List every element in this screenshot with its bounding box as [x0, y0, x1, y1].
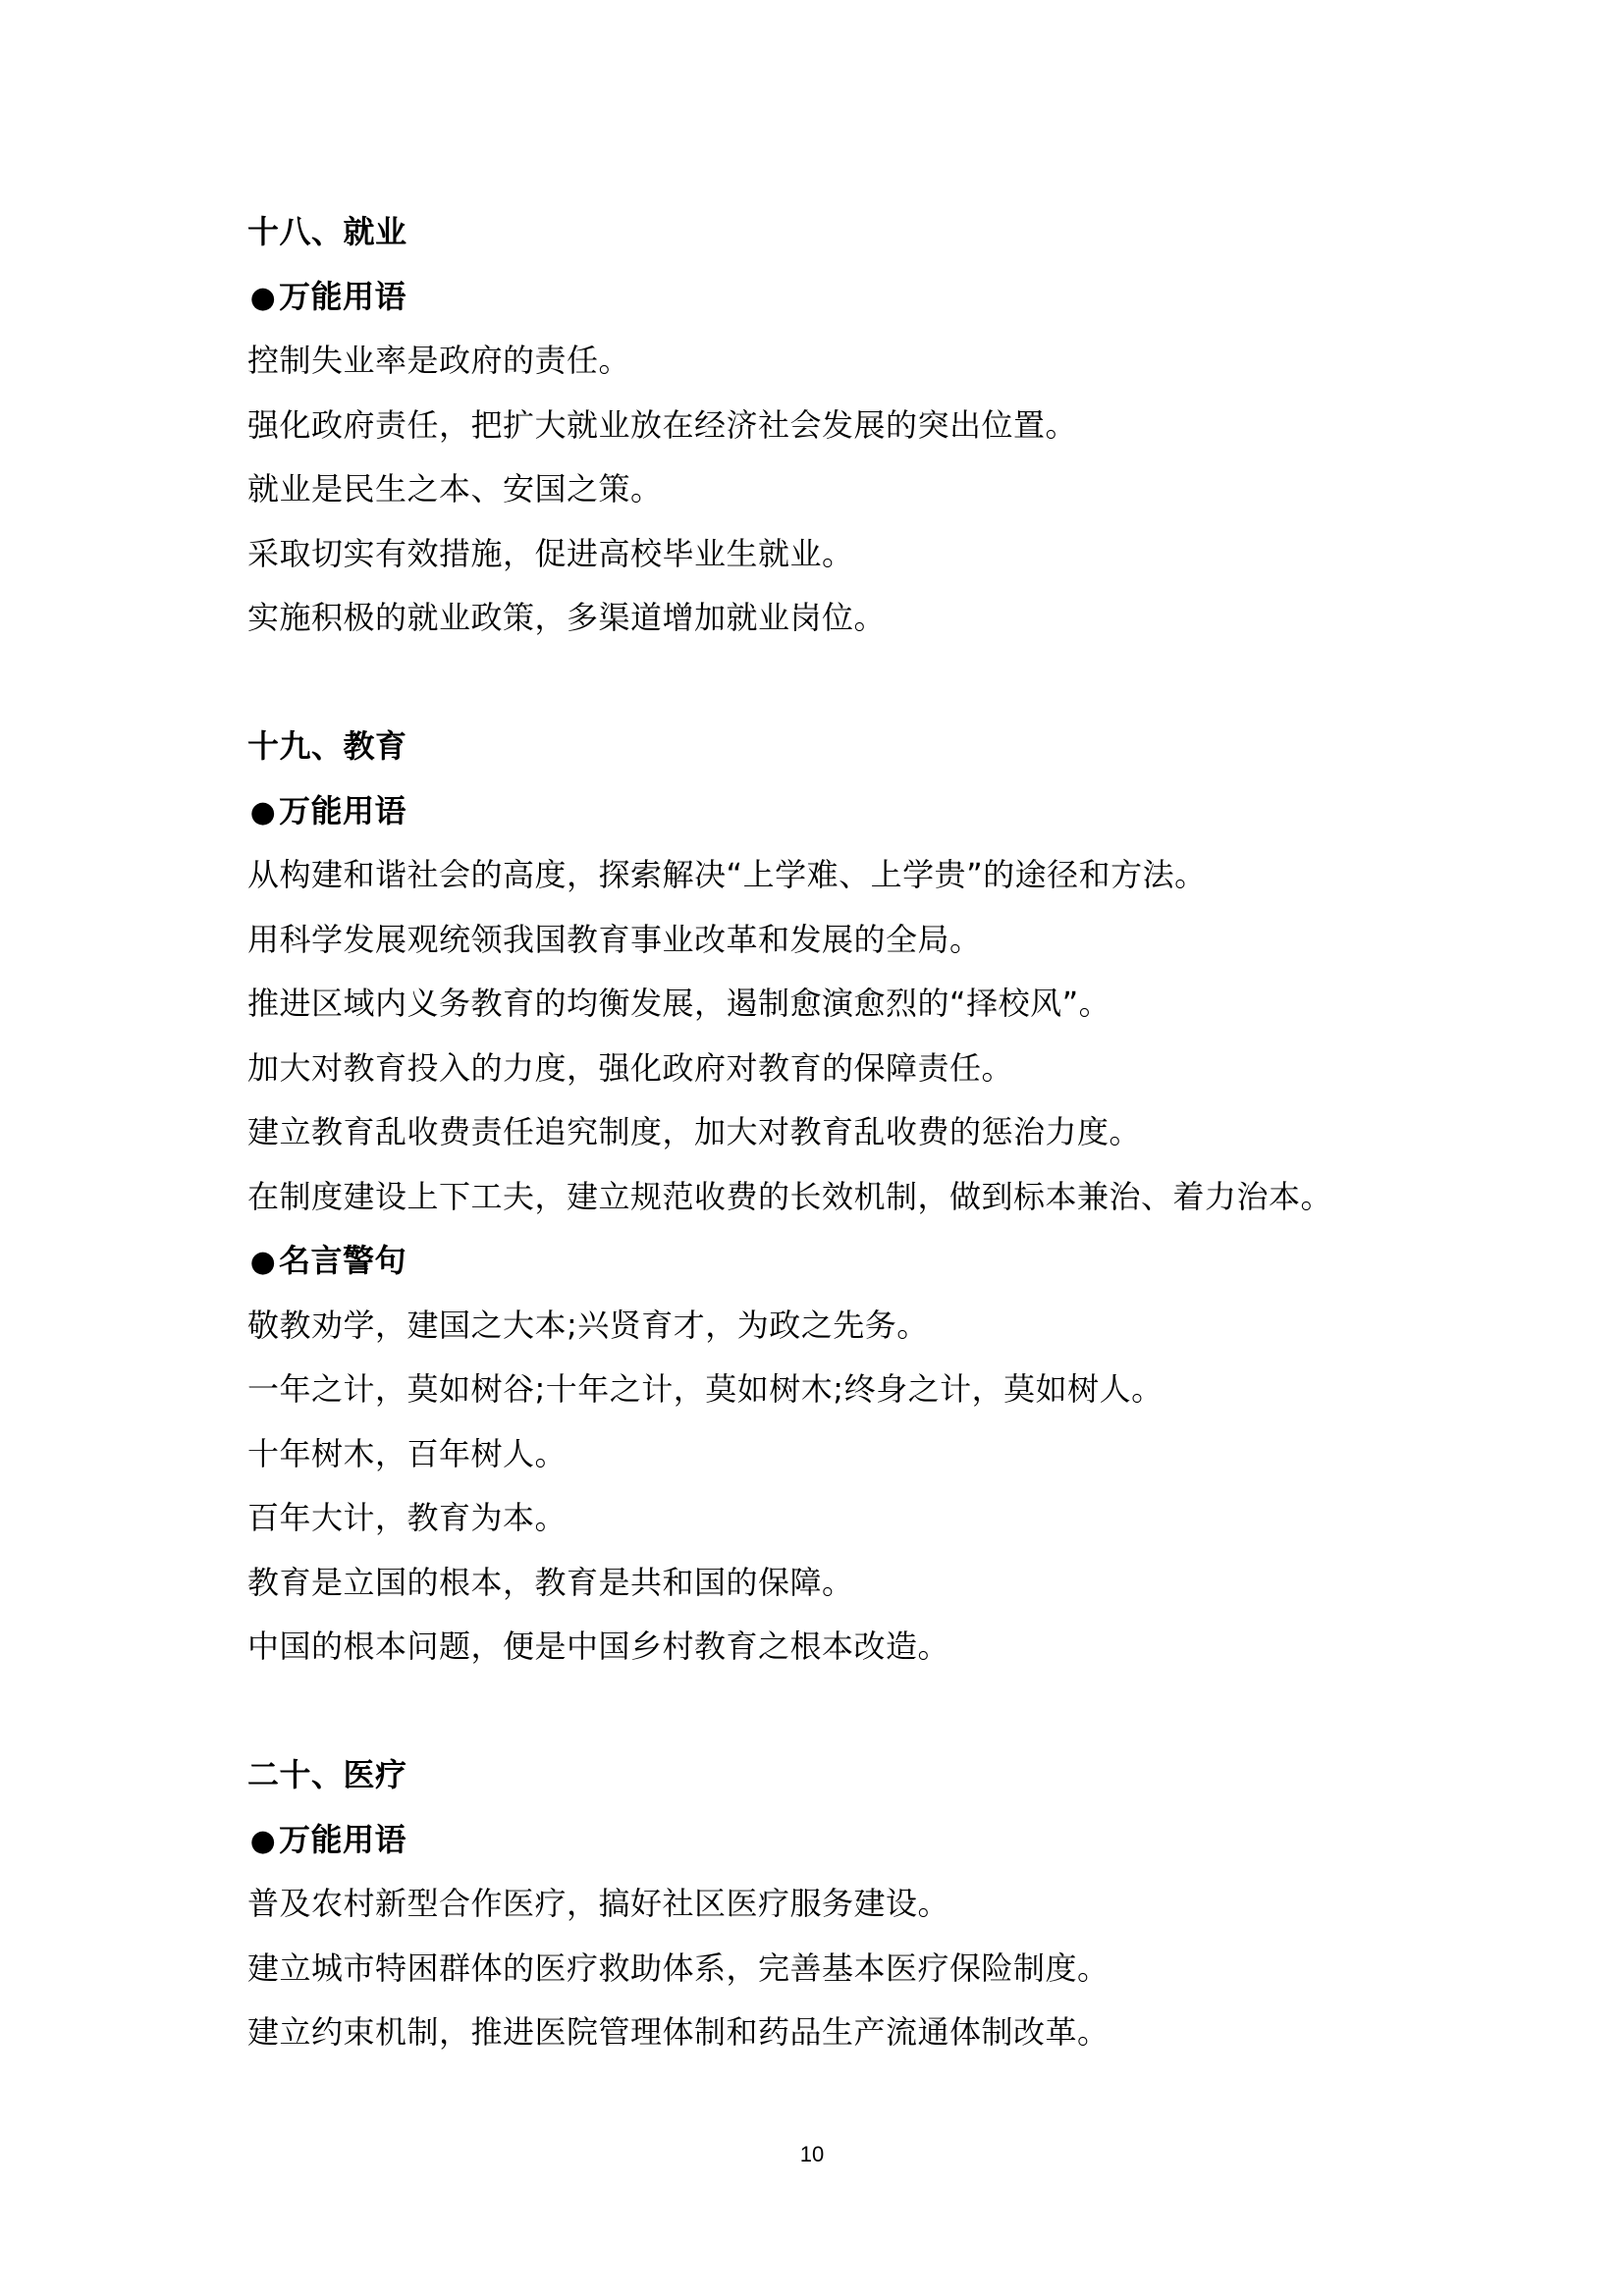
text-line: 实施积极的就业政策，多渠道增加就业岗位。 [247, 599, 887, 636]
bullet-icon: ● [249, 795, 277, 829]
text-line: 敬教劝学，建国之大本;兴贤育才，为政之先务。 [247, 1307, 929, 1344]
text-line: 建立教育乱收费责任追究制度，加大对教育乱收费的惩治力度。 [247, 1113, 1142, 1150]
text-line: 加大对教育投入的力度，强化政府对教育的保障责任。 [247, 1049, 1014, 1087]
text-line: 百年大计，教育为本。 [247, 1499, 568, 1536]
text-line: 推进区域内义务教育的均衡发展，遏制愈演愈烈的“择校风”。 [247, 985, 1111, 1022]
text-line: 强化政府责任，把扩大就业放在经济社会发展的突出位置。 [247, 406, 1078, 444]
section-heading-education: 十九、教育 [247, 727, 407, 765]
section-heading-employment: 十八、就业 [247, 213, 407, 250]
text-line: 建立城市特困群体的医疗救助体系，完善基本医疗保险制度。 [247, 1949, 1110, 1987]
text-line: 控制失业率是政府的责任。 [247, 342, 631, 379]
subheading-universal-phrases: ●万能用语 [247, 789, 406, 834]
text-line: 用科学发展观统领我国教育事业改革和发展的全局。 [247, 921, 982, 958]
bullet-icon: ● [249, 1245, 277, 1279]
subheading-famous-quotes: ●名言警句 [247, 1239, 406, 1284]
text-line: 普及农村新型合作医疗，搞好社区医疗服务建设。 [247, 1885, 950, 1922]
text-line: 中国的根本问题，便是中国乡村教育之根本改造。 [247, 1628, 950, 1665]
section-heading-healthcare: 二十、医疗 [247, 1756, 407, 1793]
text-line: 就业是民生之本、安国之策。 [247, 470, 663, 507]
text-line: 在制度建设上下工夫，建立规范收费的长效机制，做到标本兼治、着力治本。 [247, 1178, 1333, 1215]
text-line: 建立约束机制，推进医院管理体制和药品生产流通体制改革。 [247, 2013, 1110, 2051]
text-line: 采取切实有效措施，促进高校毕业生就业。 [247, 535, 854, 572]
page-number: 10 [799, 2142, 825, 2166]
text-line: 从构建和谐社会的高度，探索解决“上学难、上学贵”的途径和方法。 [247, 856, 1207, 893]
subheading-universal-phrases: ●万能用语 [247, 275, 406, 320]
bullet-icon: ● [249, 1824, 277, 1858]
text-line: 教育是立国的根本，教育是共和国的保障。 [247, 1564, 854, 1601]
text-line: 一年之计，莫如树谷;十年之计，莫如树木;终身之计，莫如树人。 [247, 1370, 1164, 1408]
text-line: 十年树木，百年树人。 [247, 1435, 568, 1472]
subheading-universal-phrases: ●万能用语 [247, 1818, 406, 1863]
bullet-icon: ● [249, 281, 277, 315]
